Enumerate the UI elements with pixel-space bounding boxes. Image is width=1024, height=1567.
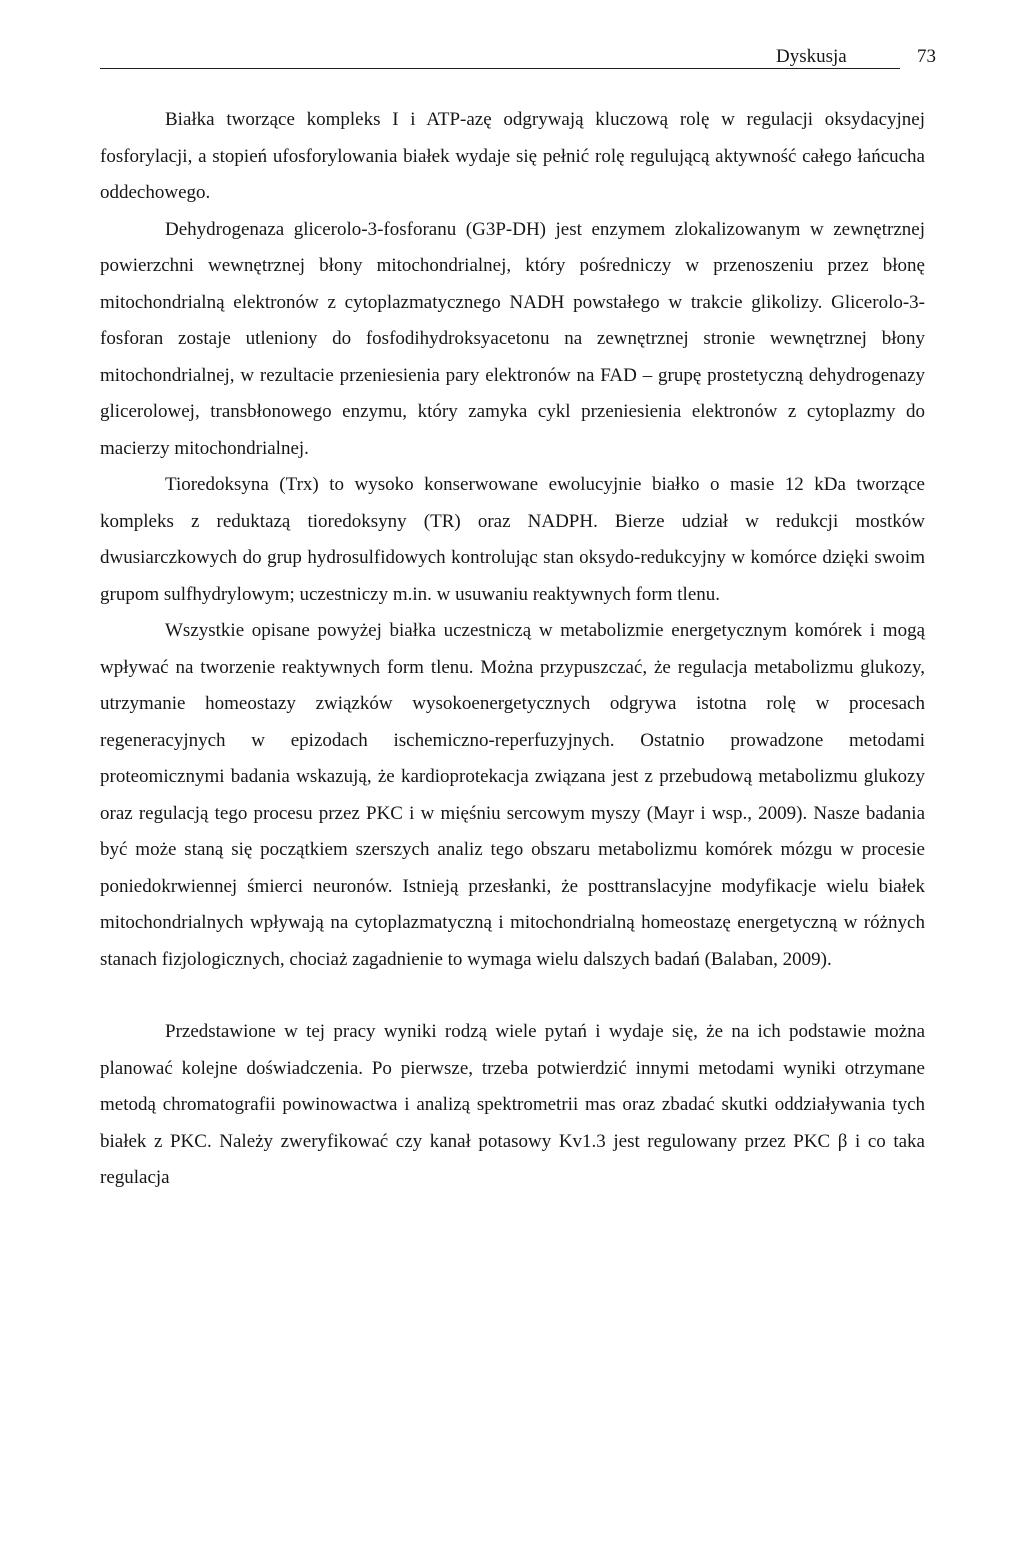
body-text bbox=[100, 102, 925, 1197]
running-header-title: Dyskusja bbox=[776, 46, 847, 67]
paragraph: Dehydrogenaza glicerolo-3-fosforanu (G3P-DH) jest enzymem zlokalizowanym w zewnętrznej powierzchni wewnętrznej błony mitochondrialnej, który pośredniczy w przenoszeniu przez błonę mitochondrialną elektronów z cytoplazmatycznego NADH powstałego w trakcie glikolizy. Glicerolo-3-fosforan zostaje utleniony do fosfodihydroksyacetonu na zewnętrznej stronie wewnętrznej błony mitochondrialnej, w rezultacie przeniesienia pary elektronów na FAD – grupę prostetyczną dehydrogenazy glicerolowej, transbłonowego enzymu, który zamyka cykl przeniesienia elektronów z cytoplazmy do macierzy mitochondrialnej. bbox=[100, 218, 925, 459]
paragraph: Białka tworzące kompleks I i ATP-azę odgrywają kluczową rolę w regulacji oksydacyjnej fosforylacji, a stopień ufosforylowania białek wydaje się pełnić rolę regulującą aktywność całego łańcucha oddechowego. bbox=[100, 109, 925, 203]
paragraph: Wszystkie opisane powyżej białka uczestniczą w metabolizmie energetycznym komórek i mogą wpływać na tworzenie reaktywnych form tlenu. Można przypuszczać, że regulacja metabolizmu glukozy, utrzymanie homeostazy związków wysokoenergetycznych odgrywa istotna rolę w procesach regeneracyjnych w epizodach ischemiczno-reperfuzyjnych. Ostatnio prowadzone metodami proteomicznymi badania wskazują, że kardioprotekacja związana jest z przebudową metabolizmu glukozy oraz regulacją tego procesu przez PKC i w mięśniu sercowym myszy (Mayr i wsp., 2009). Nasze badania być może staną się początkiem szerszych analiz tego obszaru metabolizmu komórek mózgu w procesie poniedokrwiennej śmierci neuronów. Istnieją przesłanki, że posttranslacyjne modyfikacje wielu białek mitochondrialnych wpływają na cytoplazmatyczną i mitochondrialną homeostazę energetyczną w różnych stanach fizjologicznych, chociaż zagadnienie to wymaga wielu dalszych badań (Balaban, 2009). bbox=[100, 620, 925, 970]
paragraph: Przedstawione w tej pracy wyniki rodzą wiele pytań i wydaje się, że na ich podstawie można planować kolejne doświadczenia. Po pierwsze, trzeba potwierdzić innymi metodami wyniki otrzymane metodą chromatografii powinowactwa i analizą spektrometrii mas oraz zbadać skutki oddziaływania tych białek z PKC. Należy zweryfikować czy kanał potasowy Kv1.3 jest regulowany przez PKC β i co taka regulacja bbox=[100, 1021, 925, 1188]
paragraph-spacer bbox=[100, 978, 925, 1014]
paragraph: Tioredoksyna (Trx) to wysoko konserwowane ewolucyjnie białko o masie 12 kDa tworzące kompleks z reduktazą tioredoksyny (TR) oraz NADPH. Bierze udział w redukcji mostków dwusiarczkowych do grup hydrosulfidowych kontrolując stan oksydo-redukcyjny w komórce dzięki swoim grupom sulfhydrylowym; uczestniczy m.in. w usuwaniu reaktywnych form tlenu. bbox=[100, 474, 925, 605]
page-number: 73 bbox=[917, 46, 936, 67]
